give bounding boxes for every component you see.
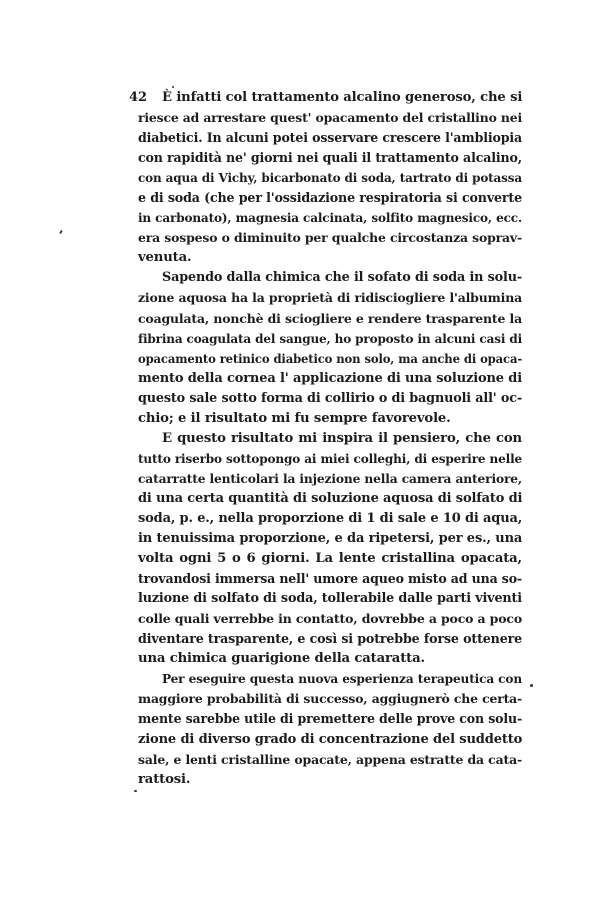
text-line: mente sarebbe utile di premettere delle prove con solu- — [138, 711, 522, 727]
scan-speck — [172, 86, 174, 88]
text-line: rattosi. — [138, 771, 191, 787]
text-line: tutto riserbo sottopongo ai miei colleghi, di esperire nelle — [138, 451, 522, 466]
text-line: diventare trasparente, e così si potrebbe forse ottenere — [138, 631, 522, 647]
text-line: chio; e il risultato mi fu sempre favorevole. — [138, 410, 451, 426]
text-line: riesce ad arrestare quest' opacamento del cristallino nei — [138, 110, 522, 126]
text-line: coagulata, nonchè di sciogliere e rendere trasparente la — [138, 310, 522, 326]
text-line: trovandosi immersa nell' umore aqueo misto ad una so- — [138, 571, 522, 587]
text-line: diabetici. In alcuni potei osservare crescere l'ambliopia — [138, 130, 522, 146]
text-line: opacamento retinico diabetico non solo, ma anche di opaca- — [138, 351, 522, 366]
scan-speck — [134, 790, 137, 792]
text-line: volta ogni 5 o 6 giorni. La lente cristallina opacata, — [138, 551, 522, 567]
text-line: una chimica guarigione della cataratta. — [138, 651, 425, 667]
scan-speck — [530, 684, 533, 687]
text-line: in tenuissima proporzione, e da ripetersi, per es., una — [138, 531, 523, 547]
page-number: 42 — [129, 90, 148, 105]
text-line: e di soda (che per l'ossidazione respiratoria si converte — [138, 190, 522, 206]
text-line: Sapendo dalla chimica che il sofato di soda in solu- — [162, 270, 522, 286]
text-line: era sospeso o diminuito per qualche circostanza soprav- — [138, 230, 522, 246]
text-line: È infatti col trattamento alcalino generoso, che si — [162, 90, 523, 105]
scan-speck — [59, 230, 63, 234]
text-line: soda, p. e., nella proporzione di 1 di sale e 10 di aqua, — [138, 510, 523, 526]
text-line: in carbonato), magnesia calcinata, solfito magnesico, ecc. — [138, 211, 522, 226]
text-line: questo sale sotto forma di collirio o di bagnuoli all' oc- — [138, 390, 522, 406]
text-line: sale, e lenti cristalline opacate, appena estratte da cata- — [138, 751, 522, 767]
text-line: maggiore probabilità di successo, aggiugnerò che certa- — [138, 691, 522, 707]
text-line: con aqua di Vichy, bicarbonato di soda, tartrato di potassa — [138, 171, 522, 186]
text-line: zione di diverso grado di concentrazione del suddetto — [138, 731, 523, 747]
text-line: E questo risultato mi inspira il pensiero, che con — [162, 430, 522, 446]
text-line: fibrina coagulata del sangue, ho proposto in alcuni casi di — [138, 331, 522, 346]
body-text — [138, 88, 522, 790]
text-line: zione aquosa ha la proprietà di ridisciogliere l'albumina — [138, 290, 522, 306]
text-line: con rapidità ne' giorni nei quali il trattamento alcalino, — [138, 150, 522, 166]
text-line: Per eseguire questa nuova esperienza terapeutica con — [162, 672, 522, 687]
text-line: di una certa quantità di soluzione aquosa di solfato di — [138, 490, 523, 506]
text-line: colle quali verrebbe in contatto, dovrebbe a poco a poco — [138, 611, 522, 627]
text-line: venuta. — [138, 250, 192, 266]
text-line: mento della cornea l' applicazione di una soluzione di — [138, 370, 522, 386]
text-line: catarratte lenticolari la injezione nella camera anteriore, — [138, 471, 522, 486]
text-line: luzione di solfato di soda, tollerabile dalle parti viventi — [138, 591, 522, 607]
